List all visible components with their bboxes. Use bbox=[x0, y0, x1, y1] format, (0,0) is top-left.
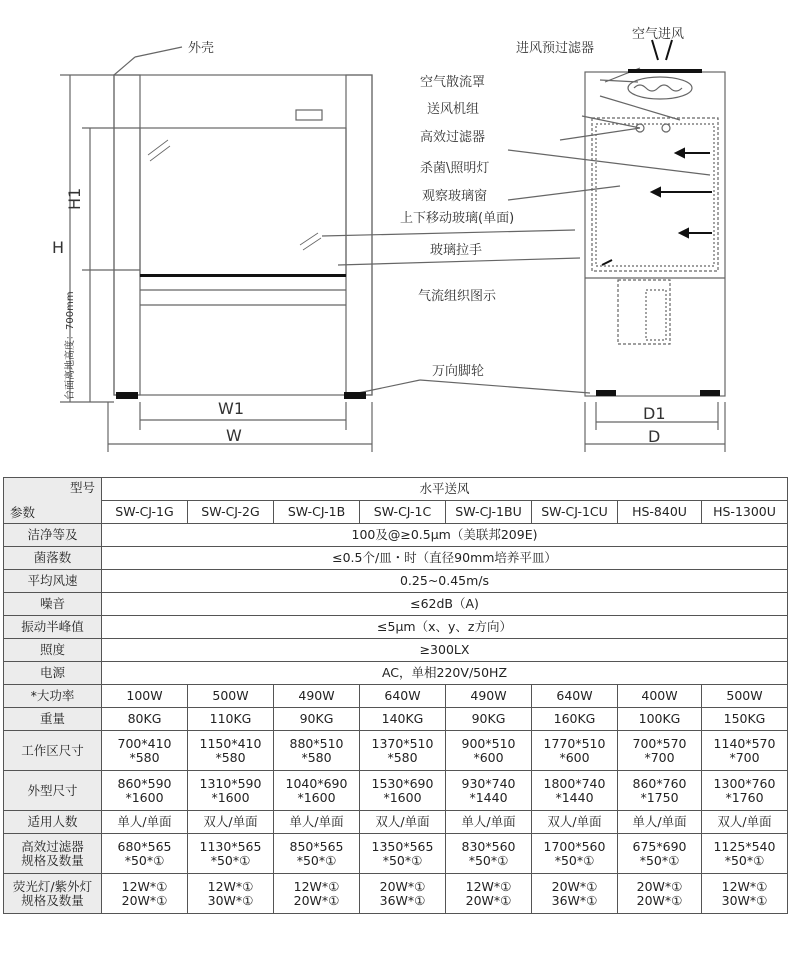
spec-cell: 640W bbox=[532, 685, 618, 708]
row-label-line: 外型尺寸 bbox=[27, 782, 78, 798]
spec-cell-line: *1440 bbox=[469, 789, 508, 805]
spec-cell bbox=[532, 874, 618, 914]
depth-label: D bbox=[648, 427, 661, 446]
height-label: H bbox=[52, 238, 65, 257]
spec-cell bbox=[618, 771, 702, 811]
handle-label: 玻璃拉手 bbox=[430, 243, 483, 258]
spec-cell: 双人/单面 bbox=[360, 811, 446, 834]
spec-cell-line: 12W*① bbox=[207, 878, 254, 894]
row-label-line: 荧光灯/紫外灯 bbox=[12, 878, 93, 894]
model-header: HS-1300U bbox=[702, 501, 788, 524]
spec-cell-line: 30W*① bbox=[721, 892, 768, 908]
spec-shared-value: 100及@≥0.5μm（美联邦209E) bbox=[102, 524, 788, 547]
spec-cell: 90KG bbox=[274, 708, 360, 731]
spec-row bbox=[4, 685, 788, 708]
blower-label: 送风机组 bbox=[427, 102, 480, 117]
spec-cell-line: *580 bbox=[301, 749, 332, 765]
spec-table bbox=[3, 477, 788, 914]
spec-row bbox=[4, 570, 788, 593]
spec-cell: 双人/单面 bbox=[532, 811, 618, 834]
spec-cell-line: *50*① bbox=[724, 852, 765, 868]
window-label: 观察玻璃窗 bbox=[422, 189, 488, 204]
spec-cell: 490W bbox=[446, 685, 532, 708]
header-corner bbox=[4, 478, 102, 524]
row-label-line: 工作区尺寸 bbox=[21, 742, 84, 758]
spec-cell-line: 850*565 bbox=[289, 838, 344, 854]
spec-cell-line: 1130*565 bbox=[199, 838, 262, 854]
spec-cell bbox=[618, 731, 702, 771]
spec-cell: 140KG bbox=[360, 708, 446, 731]
spec-cell bbox=[446, 874, 532, 914]
spec-cell bbox=[274, 874, 360, 914]
spec-cell bbox=[446, 731, 532, 771]
spec-shared-value: ≤5μm（x、y、z方向） bbox=[102, 616, 788, 639]
spec-cell: 100KG bbox=[618, 708, 702, 731]
row-label: 菌落数 bbox=[4, 547, 102, 570]
row-label: 振动半峰值 bbox=[4, 616, 102, 639]
spec-cell-line: 880*510 bbox=[289, 735, 344, 751]
spec-cell-line: 1300*760 bbox=[713, 775, 776, 791]
row-label: 洁净等及 bbox=[4, 524, 102, 547]
spec-cell: 110KG bbox=[188, 708, 274, 731]
spec-cell bbox=[274, 731, 360, 771]
clean-bench-diagram bbox=[0, 0, 790, 470]
spec-cell-line: *1600 bbox=[211, 789, 250, 805]
spec-cell: 490W bbox=[274, 685, 360, 708]
airflow-group-header: 水平送风 bbox=[102, 478, 788, 501]
spec-cell bbox=[702, 834, 788, 874]
spec-shared-value: 0.25~0.45m/s bbox=[102, 570, 788, 593]
spec-cell: 640W bbox=[360, 685, 446, 708]
row-label: 照度 bbox=[4, 639, 102, 662]
spec-cell-line: 1700*560 bbox=[543, 838, 606, 854]
spec-cell-line: 1150*410 bbox=[199, 735, 262, 751]
spec-cell-line: 20W*① bbox=[379, 878, 426, 894]
row-label bbox=[4, 731, 102, 771]
spec-cell-line: 830*560 bbox=[461, 838, 516, 854]
air-inlet-label: 空气进风 bbox=[632, 27, 685, 42]
spec-cell-line: 1125*540 bbox=[713, 838, 776, 854]
spec-row bbox=[4, 547, 788, 570]
spec-cell-line: 860*590 bbox=[117, 775, 172, 791]
spec-cell-line: 900*510 bbox=[461, 735, 516, 751]
spec-row bbox=[4, 662, 788, 685]
row-label-line: 规格及数量 bbox=[21, 892, 84, 908]
spec-cell bbox=[360, 834, 446, 874]
spec-cell-line: *700 bbox=[729, 749, 760, 765]
spec-cell-line: 12W*① bbox=[121, 878, 168, 894]
spec-shared-value: ≥300LX bbox=[102, 639, 788, 662]
caster-label: 万向脚轮 bbox=[432, 364, 485, 379]
spec-row bbox=[4, 616, 788, 639]
spec-cell: 500W bbox=[702, 685, 788, 708]
spec-cell bbox=[446, 771, 532, 811]
spec-cell-line: *50*① bbox=[382, 852, 423, 868]
row-label: 重量 bbox=[4, 708, 102, 731]
spec-cell-line: 1370*510 bbox=[371, 735, 434, 751]
corner-param-label: 参数 bbox=[10, 505, 36, 520]
spec-cell-line: *50*① bbox=[468, 852, 509, 868]
spec-cell-line: *1600 bbox=[125, 789, 164, 805]
spec-cell bbox=[274, 771, 360, 811]
spec-cell-line: 930*740 bbox=[461, 775, 516, 791]
corner-model-label: 型号 bbox=[69, 480, 95, 495]
spec-cell bbox=[532, 731, 618, 771]
spec-cell bbox=[702, 731, 788, 771]
spec-cell-line: *50*① bbox=[296, 852, 337, 868]
spec-cell bbox=[618, 874, 702, 914]
spec-cell-line: 36W*① bbox=[551, 892, 598, 908]
spec-cell-line: 20W*① bbox=[551, 878, 598, 894]
spec-cell-line: 20W*① bbox=[636, 878, 683, 894]
spec-cell-line: 36W*① bbox=[379, 892, 426, 908]
diffuser-label: 空气散流罩 bbox=[420, 75, 486, 90]
spec-cell-line: *600 bbox=[559, 749, 590, 765]
spec-cell bbox=[102, 834, 188, 874]
spec-cell-line: *1750 bbox=[640, 789, 679, 805]
spec-row bbox=[4, 708, 788, 731]
spec-cell-line: *1600 bbox=[297, 789, 336, 805]
spec-cell bbox=[618, 834, 702, 874]
width-label: W bbox=[226, 426, 242, 445]
spec-row bbox=[4, 811, 788, 834]
model-header: SW-CJ-1B bbox=[274, 501, 360, 524]
spec-cell-line: *580 bbox=[387, 749, 418, 765]
spec-cell: 160KG bbox=[532, 708, 618, 731]
spec-cell: 单人/单面 bbox=[446, 811, 532, 834]
width1-label: W1 bbox=[218, 399, 244, 418]
pre-filter-label: 进风预过滤器 bbox=[516, 41, 595, 56]
model-header: SW-CJ-1BU bbox=[446, 501, 532, 524]
row-label bbox=[4, 771, 102, 811]
spec-row bbox=[4, 731, 788, 771]
spec-cell-line: 700*410 bbox=[117, 735, 172, 751]
spec-cell bbox=[188, 731, 274, 771]
spec-cell bbox=[360, 874, 446, 914]
spec-cell bbox=[188, 874, 274, 914]
spec-cell: 90KG bbox=[446, 708, 532, 731]
model-header: SW-CJ-1C bbox=[360, 501, 446, 524]
spec-cell-line: 20W*① bbox=[636, 892, 683, 908]
spec-cell: 150KG bbox=[702, 708, 788, 731]
spec-cell: 100W bbox=[102, 685, 188, 708]
spec-shared-value: ≤62dB（A) bbox=[102, 593, 788, 616]
spec-row bbox=[4, 834, 788, 874]
spec-cell-line: 20W*① bbox=[465, 892, 512, 908]
spec-cell-line: *1760 bbox=[725, 789, 764, 805]
spec-cell bbox=[188, 834, 274, 874]
spec-cell-line: *700 bbox=[644, 749, 675, 765]
spec-cell-line: 1040*690 bbox=[285, 775, 348, 791]
spec-cell bbox=[360, 771, 446, 811]
spec-cell bbox=[274, 834, 360, 874]
spec-cell: 双人/单面 bbox=[188, 811, 274, 834]
spec-row bbox=[4, 524, 788, 547]
spec-cell-line: 12W*① bbox=[465, 878, 512, 894]
spec-cell-line: 20W*① bbox=[293, 892, 340, 908]
row-label bbox=[4, 834, 102, 874]
spec-cell-line: 675*690 bbox=[632, 838, 687, 854]
spec-cell bbox=[102, 874, 188, 914]
spec-cell-line: 1800*740 bbox=[543, 775, 606, 791]
spec-cell-line: *50*① bbox=[210, 852, 251, 868]
spec-cell-line: 12W*① bbox=[293, 878, 340, 894]
spec-shared-value: AC，单相220V/50HZ bbox=[102, 662, 788, 685]
row-label-line: 高效过滤器 bbox=[21, 838, 84, 854]
spec-cell: 80KG bbox=[102, 708, 188, 731]
spec-cell-line: 680*565 bbox=[117, 838, 172, 854]
spec-cell-line: *1600 bbox=[383, 789, 422, 805]
spec-cell bbox=[446, 834, 532, 874]
spec-cell-line: *580 bbox=[215, 749, 246, 765]
spec-cell-line: 12W*① bbox=[721, 878, 768, 894]
row-label-line: 规格及数量 bbox=[21, 852, 84, 868]
hepa-label: 高效过滤器 bbox=[420, 130, 486, 145]
spec-cell: 500W bbox=[188, 685, 274, 708]
spec-row bbox=[4, 593, 788, 616]
spec-cell-line: 700*570 bbox=[632, 735, 687, 751]
spec-cell-line: *580 bbox=[129, 749, 160, 765]
spec-cell bbox=[188, 771, 274, 811]
row-label bbox=[4, 874, 102, 914]
spec-cell: 单人/单面 bbox=[102, 811, 188, 834]
spec-shared-value: ≤0.5个/皿・时（直径90mm培养平皿） bbox=[102, 547, 788, 570]
spec-cell-line: 1770*510 bbox=[543, 735, 606, 751]
spec-cell: 单人/单面 bbox=[274, 811, 360, 834]
model-header: SW-CJ-2G bbox=[188, 501, 274, 524]
spec-cell bbox=[360, 731, 446, 771]
spec-cell-line: *50*① bbox=[639, 852, 680, 868]
row-label: 适用人数 bbox=[4, 811, 102, 834]
lamp-label: 杀菌\照明灯 bbox=[420, 161, 490, 176]
spec-cell bbox=[102, 771, 188, 811]
depth1-label: D1 bbox=[643, 404, 666, 423]
spec-cell-line: *600 bbox=[473, 749, 504, 765]
spec-cell-line: 1530*690 bbox=[371, 775, 434, 791]
spec-cell: 单人/单面 bbox=[618, 811, 702, 834]
spec-cell-line: 1350*565 bbox=[371, 838, 434, 854]
spec-cell-line: *1440 bbox=[555, 789, 594, 805]
shell-label: 外壳 bbox=[188, 41, 215, 56]
spec-cell-line: *50*① bbox=[124, 852, 165, 868]
spec-cell bbox=[532, 834, 618, 874]
model-header: SW-CJ-1G bbox=[102, 501, 188, 524]
spec-cell-line: *50*① bbox=[554, 852, 595, 868]
spec-cell: 400W bbox=[618, 685, 702, 708]
sliding-glass-label: 上下移动玻璃(单面) bbox=[400, 211, 515, 226]
spec-row bbox=[4, 874, 788, 914]
spec-cell bbox=[532, 771, 618, 811]
row-label: 噪音 bbox=[4, 593, 102, 616]
spec-cell-line: 30W*① bbox=[207, 892, 254, 908]
height1-label: H1 bbox=[65, 187, 84, 210]
airflow-caption: 气流组织图示 bbox=[418, 289, 497, 304]
model-header: SW-CJ-1CU bbox=[532, 501, 618, 524]
spec-cell-line: 20W*① bbox=[121, 892, 168, 908]
spec-row bbox=[4, 639, 788, 662]
counter-height-label: 台面离地高度：700mm bbox=[65, 291, 76, 400]
row-label: *大功率 bbox=[4, 685, 102, 708]
spec-row bbox=[4, 771, 788, 811]
spec-cell bbox=[702, 771, 788, 811]
spec-cell bbox=[102, 731, 188, 771]
spec-cell-line: 1140*570 bbox=[713, 735, 776, 751]
row-label: 平均风速 bbox=[4, 570, 102, 593]
spec-cell-line: 1310*590 bbox=[199, 775, 262, 791]
spec-cell bbox=[702, 874, 788, 914]
row-label: 电源 bbox=[4, 662, 102, 685]
spec-cell-line: 860*760 bbox=[632, 775, 687, 791]
model-header: HS-840U bbox=[618, 501, 702, 524]
spec-cell: 双人/单面 bbox=[702, 811, 788, 834]
